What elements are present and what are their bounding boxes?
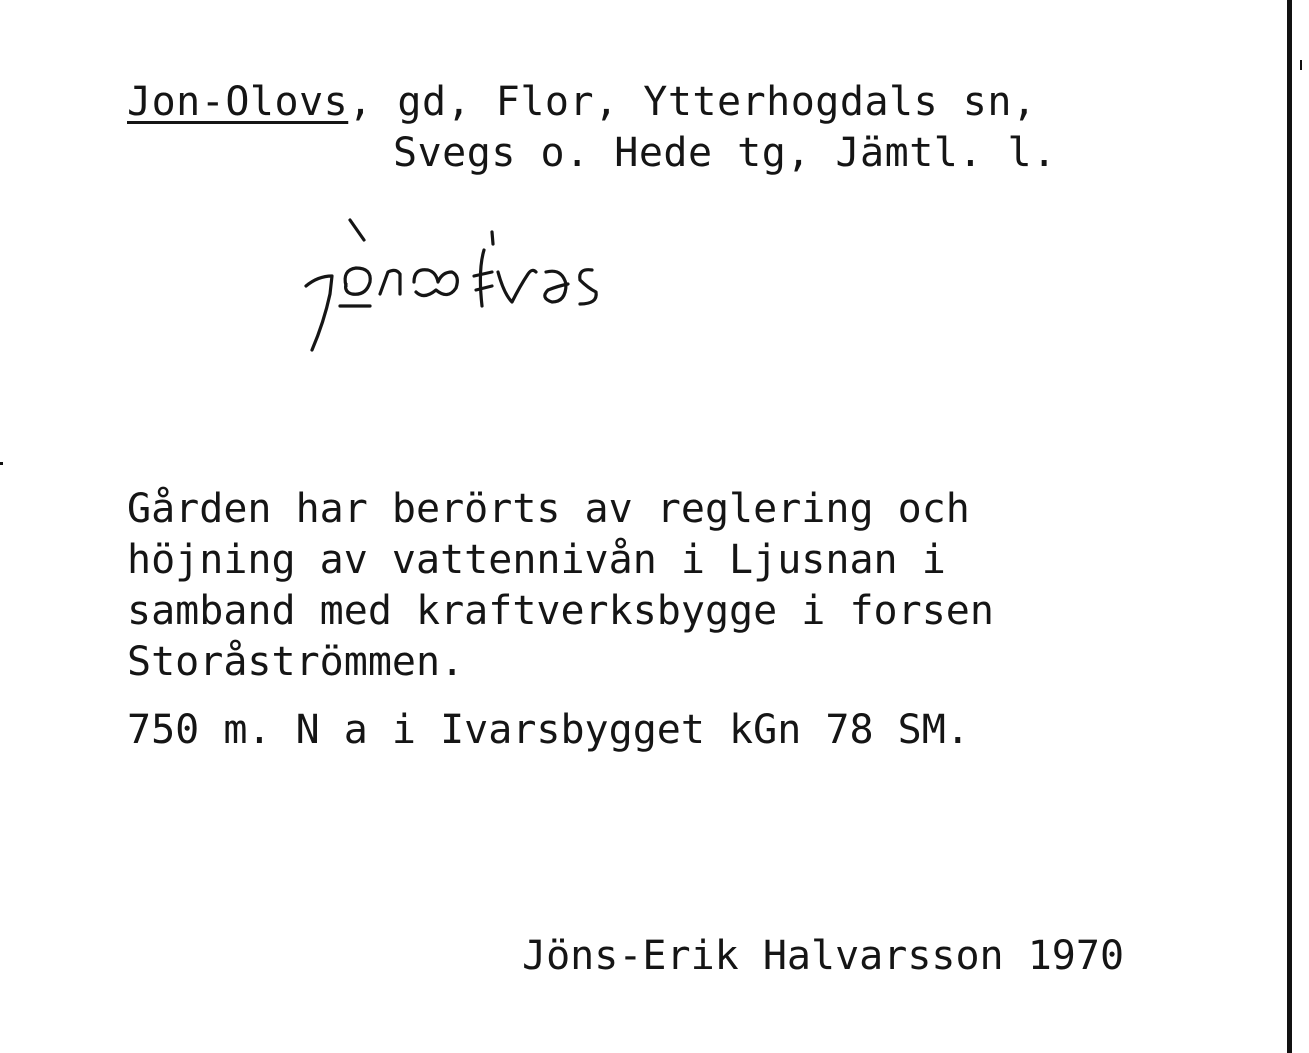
- description-line: samband med kraftverksbygge i forsen: [127, 588, 994, 634]
- glyph-o: [345, 268, 370, 294]
- glyph-o2: [414, 270, 457, 296]
- glyph-v: [498, 270, 536, 302]
- glyph-n: [380, 270, 400, 294]
- accent-mark-2: [492, 232, 493, 244]
- description-line: höjning av vattennivån i Ljusnan i: [127, 537, 946, 583]
- scan-speck: [0, 462, 3, 465]
- recorder-signature: Jöns-Erik Halvarsson 1970: [522, 933, 1125, 979]
- heading-line-2: Svegs o. Hede tg, Jämtl. l.: [393, 130, 1057, 176]
- headword: Jon-Olovs: [127, 79, 349, 125]
- card-edge-line: [1287, 0, 1292, 1053]
- location-line: 750 m. N a i Ivarsbygget kGn 78 SM.: [127, 707, 970, 753]
- glyph-j: [306, 276, 332, 350]
- handwritten-pronunciation: [296, 210, 686, 360]
- card-edge-mark: [1300, 60, 1302, 70]
- glyph-l: [474, 250, 492, 306]
- glyph-s: [580, 270, 596, 304]
- description-line: Storåströmmen.: [127, 639, 465, 685]
- description-line: Gården har berörts av reglering och: [127, 486, 970, 532]
- heading-line-1-rest: , gd, Flor, Ytterhogdals sn,: [348, 79, 1037, 125]
- glyph-schwa: [545, 271, 568, 302]
- description-paragraph: [127, 484, 994, 688]
- accent-mark-1: [350, 220, 364, 240]
- heading-line-1: [127, 76, 1037, 128]
